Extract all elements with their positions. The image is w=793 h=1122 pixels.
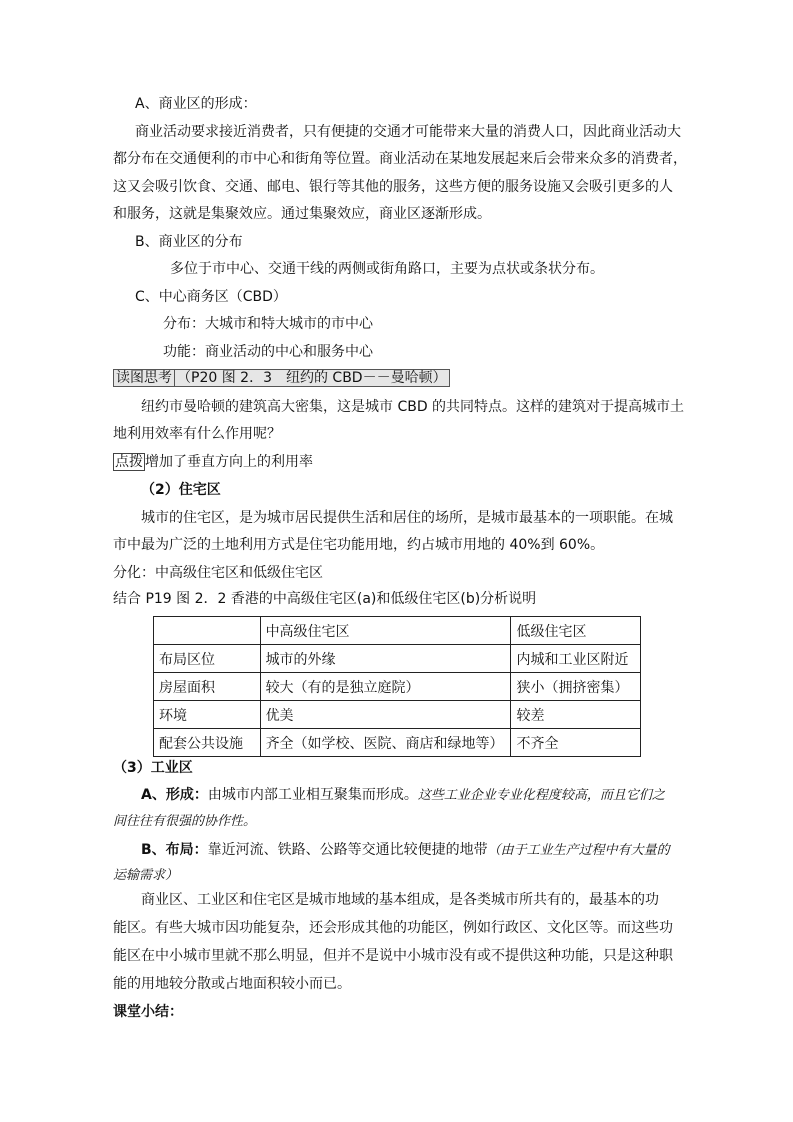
section-a-title: A、商业区的形成： bbox=[135, 96, 257, 112]
paragraph-line: 能区。有些大城市因功能复杂，还会形成其他的功能区，例如行政区、文化区等。而这些功 bbox=[113, 920, 673, 936]
formation-italic-cont: 间往往有很强的协作性。 bbox=[113, 814, 257, 829]
table-row bbox=[154, 673, 641, 701]
industrial-title: （3）工业区 bbox=[113, 760, 193, 776]
table-cell: 内城和工业区附近 bbox=[511, 645, 641, 673]
cbd-distribution: 分布：大城市和特大城市的市中心 bbox=[163, 316, 373, 332]
formation-italic: 这些工业企业专业化程度较高，而且它们之 bbox=[417, 788, 665, 803]
section-c-title: C、中心商务区（CBD） bbox=[135, 289, 287, 305]
formation-label: A、形成： bbox=[141, 787, 208, 803]
table-row bbox=[154, 645, 641, 673]
paragraph-line: 地利用效率有什么作用呢？ bbox=[113, 426, 281, 442]
table-header-cell: 中高级住宅区 bbox=[260, 617, 511, 645]
paragraph-line: 这又会吸引饮食、交通、邮电、银行等其他的服务，这些方便的服务设施又会吸引更多的人 bbox=[113, 179, 673, 195]
table-cell: 环境 bbox=[154, 701, 261, 729]
table-cell: 布局区位 bbox=[154, 645, 261, 673]
table-cell: 不齐全 bbox=[511, 729, 641, 757]
paragraph-line: 能的用地较分散或占地面积较小而已。 bbox=[113, 976, 351, 992]
industrial-formation-line bbox=[141, 785, 665, 806]
paragraph-line: 商业区、工业区和住宅区是城市地域的基本组成，是各类城市所共有的，最基本的功 bbox=[141, 892, 659, 908]
table-cell: 房屋面积 bbox=[154, 673, 261, 701]
table-cell: 齐全（如学校、医院、商店和绿地等） bbox=[260, 729, 511, 757]
table-cell: 较大（有的是独立庭院） bbox=[260, 673, 511, 701]
cbd-function: 功能：商业活动的中心和服务中心 bbox=[163, 344, 373, 360]
layout-italic-cont: 运输需求） bbox=[113, 868, 179, 883]
paragraph-line: 都分布在交通便利的市中心和街角等位置。商业活动在某地发展起来后会带来众多的消费者， bbox=[113, 151, 687, 167]
residential-split: 分化：中高级住宅区和低级住宅区 bbox=[113, 565, 323, 581]
table-row bbox=[154, 729, 641, 757]
paragraph-line: 多位于市中心、交通干线的两侧或街角路口，主要为点状或条状分布。 bbox=[170, 261, 604, 277]
table-cell: 狭小（拥挤密集） bbox=[511, 673, 641, 701]
residential-comparison-table bbox=[153, 616, 641, 757]
formation-text: 由城市内部工业相互聚集而形成。 bbox=[207, 787, 418, 803]
industrial-layout-line bbox=[141, 840, 670, 861]
section-b-title: B、商业区的分布 bbox=[135, 234, 243, 250]
table-cell: 配套公共设施 bbox=[154, 729, 261, 757]
paragraph-line: 市中最为广泛的土地利用方式是住宅功能用地，约占城市用地的 40%到 60%。 bbox=[113, 537, 605, 553]
residential-combine: 结合 P19 图 2．2 香港的中高级住宅区(a)和低级住宅区(b)分析说明 bbox=[113, 591, 537, 607]
paragraph-line: 和服务，这就是集聚效应。通过集聚效应，商业区逐渐形成。 bbox=[113, 206, 491, 222]
table-cell: 较差 bbox=[511, 701, 641, 729]
table-header-row bbox=[154, 617, 641, 645]
table-header-cell bbox=[154, 617, 261, 645]
layout-text: 靠近河流、铁路、公路等交通比较便捷的地带 bbox=[207, 842, 488, 858]
hint-tag: 点拨 bbox=[115, 454, 143, 470]
reading-line bbox=[113, 368, 450, 388]
hint-line bbox=[113, 452, 313, 472]
layout-label: B、布局： bbox=[141, 842, 208, 858]
table-header-cell: 低级住宅区 bbox=[511, 617, 641, 645]
table-cell: 优美 bbox=[260, 701, 511, 729]
class-summary-heading: 课堂小结： bbox=[113, 1004, 183, 1020]
reading-tag: 读图思考 bbox=[113, 369, 175, 387]
table-row bbox=[154, 701, 641, 729]
paragraph-line: 商业活动要求接近消费者，只有便捷的交通才可能带来大量的消费人口，因此商业活动大 bbox=[135, 124, 681, 140]
hint-text: 增加了垂直方向上的利用率 bbox=[145, 454, 313, 470]
reading-ref: （P20 图 2．3 纽约的 CBD－－曼哈顿） bbox=[175, 369, 450, 387]
paragraph-line: 能区在中小城市里就不那么明显，但并不是说中小城市没有或不提供这种功能，只是这种职 bbox=[113, 948, 673, 964]
layout-italic: （由于工业生产过程中有大量的 bbox=[487, 843, 670, 858]
table-cell: 城市的外缘 bbox=[260, 645, 511, 673]
paragraph-line: 城市的住宅区，是为城市居民提供生活和居住的场所，是城市最基本的一项职能。在城 bbox=[141, 510, 673, 526]
residential-title: （2）住宅区 bbox=[141, 482, 221, 498]
paragraph-line: 纽约市曼哈顿的建筑高大密集，这是城市 CBD 的共同特点。这样的建筑对于提高城市土 bbox=[141, 399, 685, 415]
